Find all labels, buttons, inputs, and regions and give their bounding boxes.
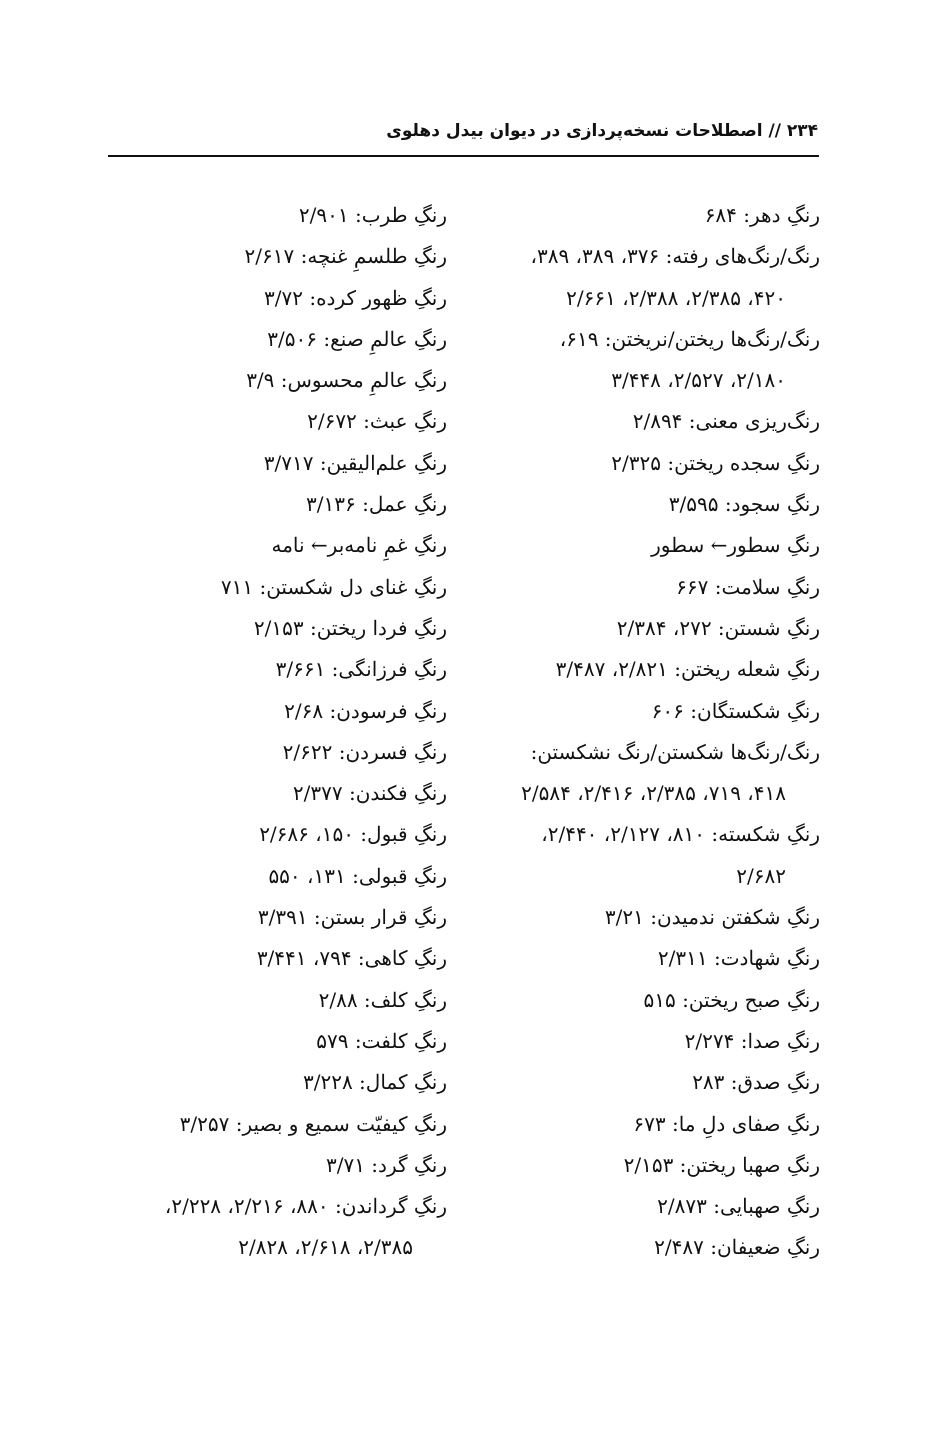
index-entry: رنگِ صهبایی: ۲/۸۷۳ — [657, 1194, 820, 1219]
index-entry-continuation: ۲/۶۸۲ — [736, 863, 786, 888]
index-entry: رنگِ عالمِ محسوس: ۳/۹ — [246, 368, 447, 393]
index-entry-continuation: ۴۱۸، ۷۱۹، ۲/۳۸۵، ۲/۴۱۶، ۲/۵۸۴ — [521, 781, 786, 806]
index-entry: رنگِ کلفت: ۵۷۹ — [316, 1028, 447, 1053]
index-entry: رنگِ ضعیفان: ۲/۴۸۷ — [654, 1235, 820, 1260]
index-entry: رنگِ عمل: ۳/۱۳۶ — [306, 492, 447, 517]
index-entry: رنگِ فرزانگی: ۳/۶۶۱ — [275, 657, 447, 682]
index-entry: رنگِ صبح ریختن: ۵۱۵ — [643, 987, 820, 1012]
index-entry-continuation: ۴۲۰، ۲/۳۸۵، ۲/۳۸۸، ۲/۶۶۱ — [566, 285, 786, 310]
index-column-right — [490, 195, 820, 1269]
index-entry: رنگِ صدق: ۲۸۳ — [692, 1070, 820, 1095]
index-entry: رنگِ قرار بستن: ۳/۳۹۱ — [257, 905, 447, 930]
index-entry-continuation: ۲/۱۸۰، ۲/۵۲۷، ۳/۴۴۸ — [611, 368, 786, 393]
index-entry: رنگِ سجود: ۳/۵۹۵ — [668, 492, 820, 517]
index-entry: رنگِ کمال: ۳/۲۲۸ — [302, 1070, 447, 1095]
index-entry: رنگِ شکستگان: ۶۰۶ — [651, 698, 820, 723]
index-entry: رنگِ طرب: ۲/۹۰۱ — [298, 203, 447, 227]
index-entry: رنگِ کلف: ۲/۸۸ — [318, 987, 447, 1012]
index-entry: رنگِ قبولی: ۱۳۱، ۵۵۰ — [268, 863, 447, 888]
index-entry: رنگِ غنای دل شکستن: ۷۱۱ — [220, 574, 447, 599]
running-header: ۲۳۴ // اصطلاحات نسخه‌پردازی در دیوان بیدل دهلوی — [386, 121, 818, 141]
index-column-left — [117, 195, 447, 1269]
index-entry: رنگِ صفای دلِ ما: ۶۷۳ — [633, 1111, 820, 1136]
index-entry: رنگ/رنگ‌های رفته: ۳۷۶، ۳۸۹، ۳۸۹، — [530, 244, 820, 269]
index-entry: رنگِ شکفتن ندمیدن: ۳/۲۱ — [604, 905, 820, 930]
index-entry: رنگِ صهبا ریختن: ۲/۱۵۳ — [623, 1152, 820, 1177]
index-entry: رنگِ سجده ریختن: ۲/۳۲۵ — [611, 450, 820, 475]
index-entry-continuation: ۲/۳۸۵، ۲/۶۱۸، ۲/۸۲۸ — [238, 1235, 413, 1260]
index-entry: رنگِ گرداندن: ۸۸۰، ۲/۲۱۶، ۲/۲۲۸، — [164, 1194, 447, 1219]
index-entry: رنگ/رنگ‌ها ریختن/نریختن: ۶۱۹، — [559, 326, 820, 351]
index-entry: رنگِ فسردن: ۲/۶۲۲ — [282, 739, 447, 764]
index-entry: رنگِ فرسودن: ۲/۶۸ — [284, 698, 447, 723]
index-entry: رنگِ شهادت: ۲/۳۱۱ — [657, 946, 820, 971]
index-entry: رنگِ غمِ نامه‌بر← نامه — [271, 533, 447, 558]
index-entry: رنگِ عالمِ صنع: ۳/۵۰۶ — [267, 326, 447, 351]
index-entry: رنگ/رنگ‌ها شکستن/رنگ نشکستن: — [530, 739, 820, 764]
index-entry: رنگِ سطور← سطور — [651, 533, 820, 558]
index-entry: رنگِ قبول: ۱۵۰، ۲/۶۸۶ — [259, 822, 447, 847]
index-entry: رنگِ عبث: ۲/۶۷۲ — [307, 409, 447, 434]
index-entry: رنگِ شکسته: ۸۱۰، ۲/۱۲۷، ۲/۴۴۰، — [541, 822, 820, 847]
index-entry: رنگِ فردا ریختن: ۲/۱۵۳ — [253, 615, 447, 640]
index-entry: رنگِ شعله ریختن: ۲/۸۲۱، ۳/۴۸۷ — [555, 657, 820, 682]
index-entry: رنگِ فکندن: ۲/۳۷۷ — [292, 781, 447, 806]
index-entry: رنگِ علم‌الیقین: ۳/۷۱۷ — [263, 450, 447, 475]
index-entry: رنگِ کاهی: ۷۹۴، ۳/۴۴۱ — [256, 946, 447, 971]
index-entry: رنگِ ظهور کرده: ۳/۷۲ — [264, 285, 447, 310]
index-entry: رنگِ سلامت: ۶۶۷ — [676, 574, 820, 599]
index-entry: رنگِ کیفیّت سمیع و بصیر: ۳/۲۵۷ — [179, 1111, 447, 1136]
index-entry: رنگِ گرد: ۳/۷۱ — [325, 1152, 447, 1177]
index-entry: رنگِ صدا: ۲/۲۷۴ — [684, 1028, 820, 1053]
index-entry: رنگِ دهر: ۶۸۴ — [704, 203, 820, 227]
index-entry: رنگِ شستن: ۲۷۲، ۲/۳۸۴ — [616, 615, 820, 640]
index-entry: رنگ‌ریزی معنی: ۲/۸۹۴ — [632, 409, 820, 434]
index-entry: رنگِ طلسمِ غنچه: ۲/۶۱۷ — [244, 244, 447, 269]
header-rule — [108, 155, 819, 157]
